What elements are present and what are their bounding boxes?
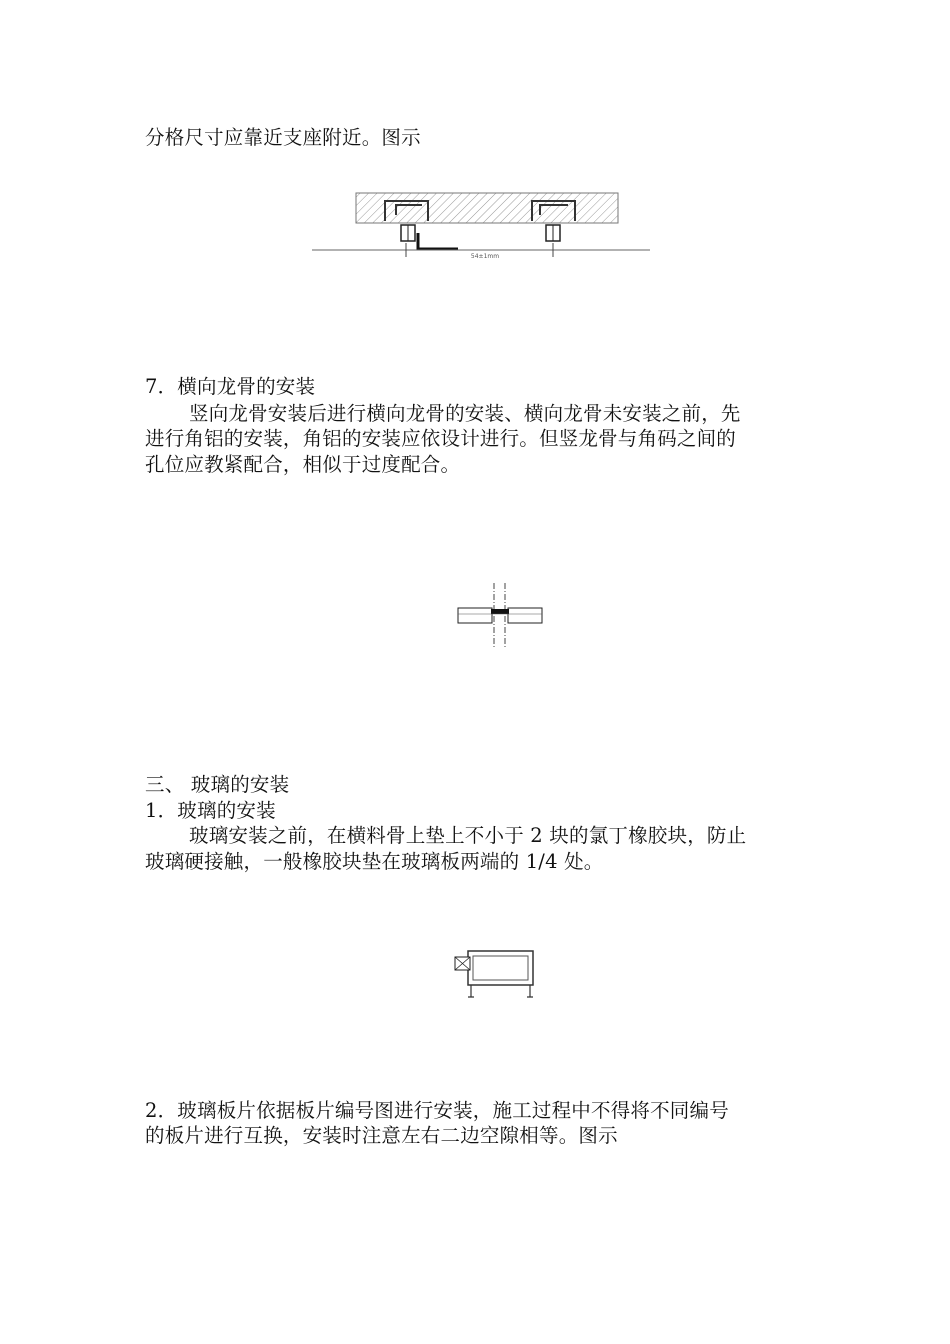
dimension-label: 54±1mm	[470, 253, 500, 260]
angle-aluminum	[418, 233, 458, 249]
section3-heading: 三、 玻璃的安装	[145, 773, 290, 796]
transom-left	[458, 608, 492, 623]
frame-leg-right	[527, 985, 533, 997]
joint-block	[491, 609, 509, 614]
section3-sub1-line: 玻璃安装之前，在横料骨上垫上不小于 2 块的氯丁橡胶块，防止	[189, 824, 747, 847]
intro-text: 分格尺寸应靠近支座附近。图示	[145, 126, 421, 149]
section7-para-line: 竖向龙骨安装后进行横向龙骨的安装、横向龙骨未安装之前，先	[189, 402, 741, 425]
frame-leg-left	[468, 985, 474, 997]
figure-transom-joint	[455, 583, 555, 649]
section7-para-line: 孔位应教紧配合，相似于过度配合。	[145, 453, 461, 476]
section7-heading: 7．横向龙骨的安装	[145, 375, 316, 398]
section3-sub1-heading: 1．玻璃的安装	[145, 799, 276, 822]
figure-glass-setting-block	[453, 945, 543, 1003]
section3-sub1-line: 玻璃硬接触，一般橡胶块垫在玻璃板两端的 1/4 处。	[145, 850, 604, 873]
section3-sub2-line: 2．玻璃板片依据板片编号图进行安装，施工过程中不得将不同编号	[145, 1099, 729, 1122]
section3-sub2-line: 的板片进行互换，安装时注意左右二边空隙相等。图示	[145, 1124, 618, 1147]
section7-para-line: 进行角铝的安装，角铝的安装应依设计进行。但竖龙骨与角码之间的	[145, 427, 737, 450]
frame-inner	[473, 956, 528, 980]
figure-embed-bracket	[300, 185, 660, 265]
transom-right	[508, 608, 542, 623]
